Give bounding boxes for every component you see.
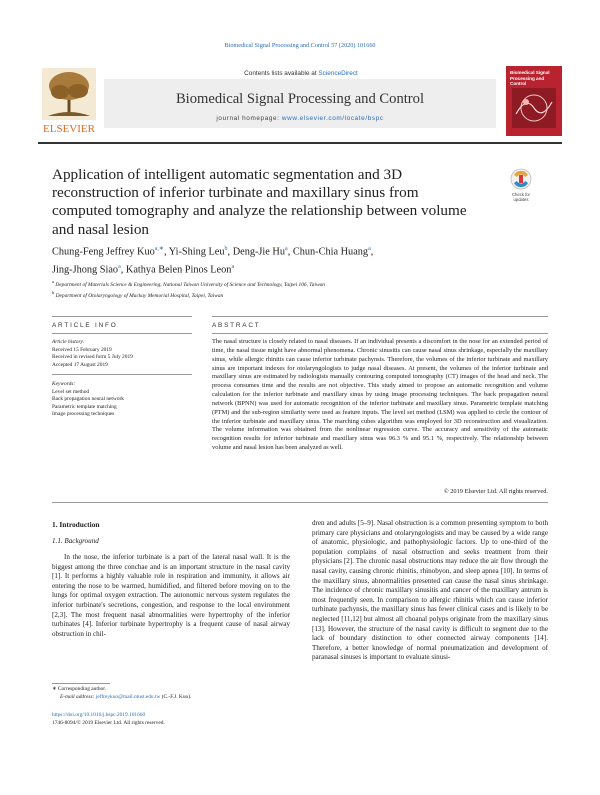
journal-reference[interactable]: Biomedical Signal Processing and Control 57 (2020) 101660 — [224, 42, 376, 49]
section-heading-introduction: 1. Introduction — [52, 520, 100, 529]
history-divider — [52, 374, 192, 375]
email-label: E-mail address: — [60, 693, 96, 700]
intro-column-1 — [52, 553, 290, 639]
crossmark-label-2: updates — [513, 197, 529, 202]
email-suffix: (C.-F.J. Kuo). — [160, 693, 192, 700]
homepage-prefix: journal homepage: — [216, 115, 282, 122]
doi-link[interactable]: https://doi.org/10.1016/j.bspc.2019.101660 — [52, 712, 146, 718]
journal-title: Biomedical Signal Processing and Control — [175, 91, 425, 107]
email-link[interactable]: jeffreykuo@mail.ntust.edu.tw — [95, 693, 161, 700]
author-affiliation-mark[interactable]: a — [285, 246, 288, 252]
journal-cover-thumbnail — [506, 66, 562, 136]
history-item: Received 15 February 2019 — [52, 346, 112, 353]
history-item: Accepted 17 August 2019 — [52, 361, 108, 368]
intro-column-2 — [312, 519, 548, 663]
keywords — [52, 381, 202, 419]
keyword-item: Level set method — [52, 388, 90, 395]
article-info-top-rule — [52, 316, 192, 317]
crossmark-badge[interactable] — [503, 167, 539, 207]
header-divider — [38, 142, 562, 144]
author-separator: , — [120, 264, 126, 276]
body-paragraph: In the nose, the inferior turbinate is a part of the lateral nasal wall. It is the biggest among the three conchae and is an important structure in the nasal cavity [1]. It performs a highly valuable role in respiration and immunity, it allows air entering the nose to be warmed, humidified, and filtered before moving on to the lungs for optimal oxygen extraction. The autonomic nervous system regulates the inferior turbinate's secretions, congestion, and response to the local environment [2,3]. The most frequent nasal abnormalities were hypertrophy of the inferior turbinates [4]. Inferior turbinate hypertrophy is a frequent cause of nasal airway obstruction in chil- — [52, 553, 290, 638]
abstract-copyright: © 2019 Elsevier Ltd. All rights reserved. — [443, 488, 548, 495]
cover-title: Biomedical Signal Processing and Control — [510, 70, 550, 87]
issn-copyright: 1746-8094/© 2019 Elsevier Ltd. All rights reserved. — [52, 719, 165, 726]
author-name: Chun-Chia Huang — [292, 246, 369, 258]
affiliation-item — [52, 289, 522, 300]
author-affiliation-mark[interactable]: a — [231, 263, 235, 270]
article-title: Application of intelligent automatic segmentation and 3D reconstruction of inferior turbinate and maxillary sinus from computed tomography and analyze the relationship between volume and nasal lesion — [52, 166, 467, 238]
publisher-logo-text: ELSEVIER — [43, 123, 95, 135]
crossmark-label-1: Check for — [512, 192, 530, 197]
article-info-heading-rule — [52, 333, 192, 334]
abstract-heading: ABSTRACT — [212, 322, 261, 329]
footnote-rule — [52, 683, 110, 684]
article-history — [52, 339, 202, 369]
author-name: Chung-Feng Jeffrey Kuo — [52, 246, 155, 258]
article-footer — [52, 712, 290, 727]
author-name: Deng-Jie Hu — [232, 246, 286, 258]
journal-header — [38, 66, 562, 136]
article-info-heading: ARTICLE INFO — [52, 322, 118, 329]
abstract-heading-rule — [212, 333, 548, 334]
abstract-bottom-rule — [52, 502, 548, 503]
abstract-top-rule — [212, 316, 548, 317]
contents-prefix: Contents lists available at — [244, 70, 319, 77]
sciencedirect-link[interactable]: ScienceDirect — [318, 70, 358, 77]
keywords-label: Keywords: — [52, 381, 76, 387]
email-line — [52, 694, 290, 702]
affiliation-item — [52, 278, 522, 289]
author-separator: , — [163, 246, 169, 258]
keyword-item: Image processing techniques — [52, 411, 115, 418]
keyword-item: Back propagation neural network — [52, 396, 124, 403]
author-affiliation-mark[interactable]: b — [224, 246, 228, 252]
affiliation-text: Department of Otolaryngology of Mackay Memorial Hospital, Taipei, Taiwan — [55, 293, 224, 300]
elsevier-logo — [38, 66, 100, 136]
author-name: Kathya Belen Pinos Leon — [125, 264, 232, 276]
history-label: Article history: — [52, 339, 85, 345]
affiliations — [52, 278, 522, 301]
author-list — [52, 242, 512, 277]
author-name: Yi-Shing Leu — [168, 246, 225, 258]
keyword-item: Parametric template matching — [52, 403, 117, 410]
subsection-heading-background: 1.1. Background — [52, 537, 99, 545]
corresponding-label: ∗ Corresponding author. — [52, 686, 107, 692]
contents-availability — [108, 70, 494, 77]
author-affiliation-mark[interactable]: a — [118, 263, 121, 270]
author-affiliation-mark[interactable]: a,∗ — [154, 246, 164, 252]
author-separator: , — [370, 246, 374, 258]
author-separator: , — [227, 246, 233, 258]
affiliation-mark: a — [52, 279, 54, 284]
abstract-text: The nasal structure is closely related to nasal diseases. If an individual presents a discomfort in the nose for an extended period of time, the nasal tissue might have abnormal phenomena. Chronic sinusitis can cause nasal sinus shrinkage, especially the maxillary sinus, while allergic rhinitis can cause inferior turbinate pachynsis. Therefore, the volumes of the inferior turbinate and maxillary sinus are important indexes for otolaryngologists to judge nasal diseases. At present, the volumes of the inferior turbinate and maxillary sinus are estimated by radiologists manually contouring computed tomography (CT) images of the head and neck. The process consumes time and the results are not objective. This study aimed to propose an automatic recognition and volume calculation for the inferior turbinate and maxillary sinus by using image processing techniques. The back propagation neural network (BPNN) was used for automatic recognition of the inferior turbinate and maxillary sinus. Parametric template matching (PTM) and the sub-region similarity were used as feature inputs. The level set method (LSM) was applied to circle the contour of the inferior turbinate and maxillary sinus. The marching cubes algorithm was employed for 3D reconstruction and visualization. The volume information was obtained from the nonlinear regression curve. The accuracy and sensitivity of the automatic recognition results for inferior turbinate and maxillary sinus was 96.3 % and 95.1 %, respectively. The relationship between volume and nasal lesion has been analyzed as well. — [212, 338, 548, 452]
author-affiliation-mark[interactable]: a — [368, 246, 371, 252]
journal-title-band — [104, 79, 496, 128]
elsevier-tree-icon — [38, 66, 100, 136]
homepage-link[interactable]: www.elsevier.com/locate/bspc — [281, 115, 384, 122]
corresponding-author-note — [52, 686, 290, 701]
affiliation-text: Department of Materials Science & Engineering, National Taiwan University of Science and Technology, Taipei 106, Taiwan — [55, 281, 325, 288]
crossmark-icon — [503, 167, 539, 191]
cover-image-icon — [512, 88, 556, 128]
journal-homepage — [104, 115, 496, 122]
author-name: Jing-Jhong Siao — [52, 264, 119, 276]
affiliation-mark: b — [52, 290, 55, 296]
author-separator: , — [287, 246, 293, 258]
history-item: Received in revised form 5 July 2019 — [52, 354, 133, 361]
body-paragraph: dren and adults [5–9]. Nasal obstruction is a common presenting symptom to both primary care physicians and otolaryngologists and may be caused by a wide range of anatomic, physiologic, and pathophysiologic factors. Up to one-third of the population complains of nasal obstruction and seeks treatment from their physicians [2]. The chronic nasal obstructions may reduce the air flow through the nasal cavity, causing chronic rhinitis, rhinobyon, and sleep apnea [10]. In terms of the maxillary sinus, abnormalities presented can cause the nasal sinus shrinkage. The incidence of chronic maxillary sinusitis and cancer of the maxillary antrum is most frequently seen. In comparison to allergic rhinitis which can cause inferior turbinate pachynsis, the maxillary sinus has fewer clinical cases and is likely to be neglected [11,12] but almost all choanal polyps originate from the maxillary sinus [13]. However, the structure of the nasal cavity is difficult to segment due to the lack of boundary distinction to other connected airway components [14]. Therefore, a better knowledge of normal pneumatization and development of paranasal sinuses is important to evaluate sinusi- — [312, 519, 548, 662]
